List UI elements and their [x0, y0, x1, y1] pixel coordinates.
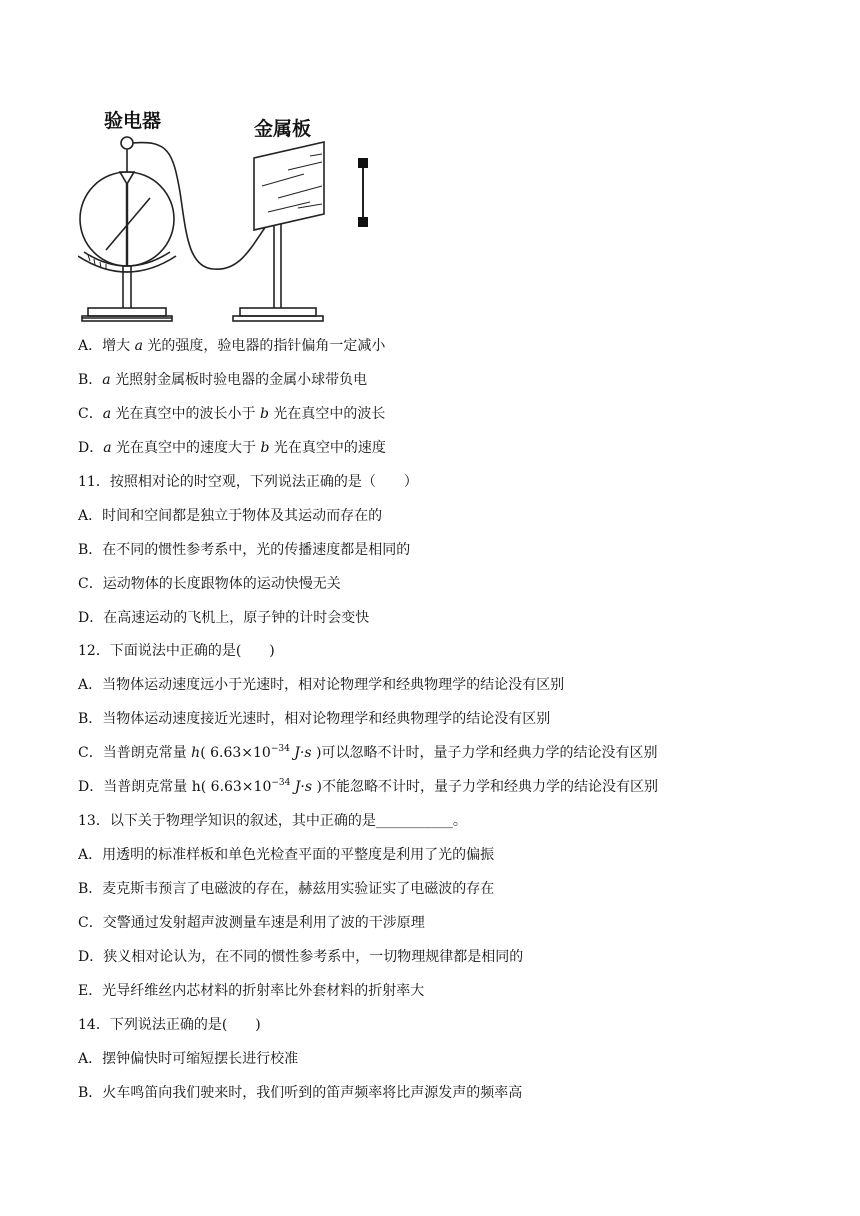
metal-plate-label: 金属板 — [254, 118, 312, 140]
q11-option-a: A．时间和空间都是独立于物体及其运动而存在的 — [78, 508, 383, 524]
q13-option-e: E．光导纤维丝内芯材料的折射率比外套材料的折射率大 — [78, 983, 425, 999]
q11-option-d: D．在高速运动的飞机上，原子钟的计时会变快 — [78, 610, 370, 626]
q10-option-a: A．增大 a 光的强度，验电器的指针偏角一定减小 — [78, 338, 386, 354]
q11-stem: 11．按照相对论的时空观，下列说法正确的是（ ） — [78, 474, 418, 490]
q14-stem: 14．下列说法正确的是( ) — [78, 1017, 261, 1033]
electroscope-label: 验电器 — [104, 110, 162, 132]
q12-option-b: B．当物体运动速度接近光速时，相对论物理学和经典物理学的结论没有区别 — [78, 711, 551, 727]
q10-option-d: D．a 光在真空中的速度大于 b 光在真空中的速度 — [78, 440, 386, 456]
q11-option-b: B．在不同的惯性参考系中，光的传播速度都是相同的 — [78, 542, 411, 558]
q12-option-c: C．当普朗克常量 h( $6.63\times 10^{-34}$ J·s )可以忽略不计时，量子力学和经典力学的结论没有区别 — [78, 744, 658, 761]
q11-option-c: C．运动物体的长度跟物体的运动快慢无关 — [78, 576, 341, 592]
q12-option-d: D．当普朗克常量 h( $6.63\times 10^{-34}$ J·s )不能忽略不计时，量子力学和经典力学的结论没有区别 — [78, 778, 658, 795]
q13-option-c: C．交警通过发射超声波测量车速是利用了波的干涉原理 — [78, 915, 425, 931]
electroscope-diagram — [78, 102, 378, 330]
q13-option-b: B．麦克斯韦预言了电磁波的存在，赫兹用实验证实了电磁波的存在 — [78, 881, 495, 897]
q13-stem: 13．以下关于物理学知识的叙述，其中正确的是___________。 — [78, 813, 467, 829]
q13-option-a: A．用透明的标准样板和单色光检查平面的平整度是利用了光的偏振 — [78, 847, 495, 863]
q12-stem: 12．下面说法中正确的是( ) — [78, 643, 275, 659]
q13-option-d: D．狭义相对论认为，在不同的惯性参考系中，一切物理规律都是相同的 — [78, 949, 524, 965]
q14-option-a: A．摆钟偏快时可缩短摆长进行校准 — [78, 1051, 299, 1067]
metal-ball — [121, 137, 133, 149]
q10-option-c: C．a 光在真空中的波长小于 b 光在真空中的波长 — [78, 406, 386, 422]
q10-option-b: B．a 光照射金属板时验电器的金属小球带负电 — [78, 372, 368, 388]
q14-option-b: B．火车鸣笛向我们驶来时，我们听到的笛声频率将比声源发声的频率高 — [78, 1085, 523, 1101]
q12-option-a: A．当物体运动速度远小于光速时，相对论物理学和经典物理学的结论没有区别 — [78, 677, 565, 693]
experiment-figure — [78, 102, 378, 330]
